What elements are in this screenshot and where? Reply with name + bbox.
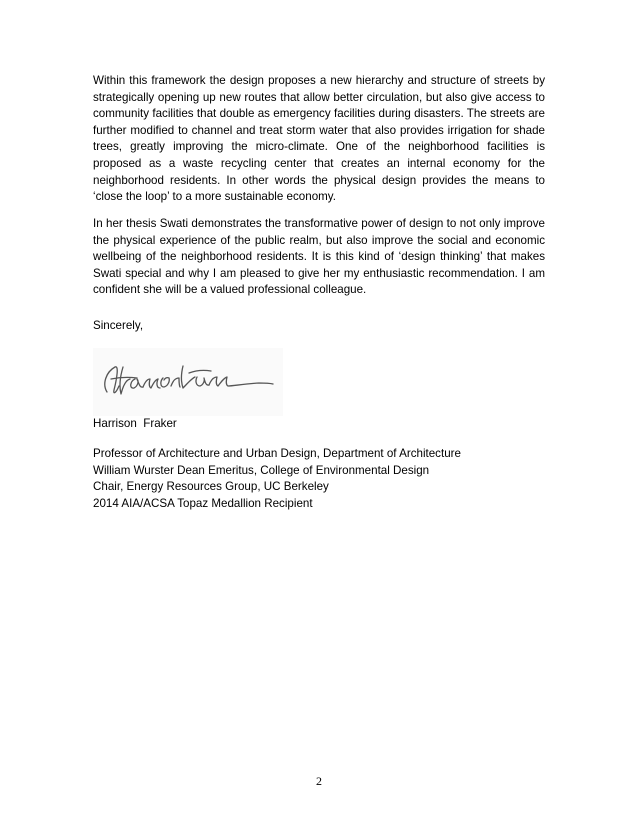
credential-line: 2014 AIA/ACSA Topaz Medallion Recipient xyxy=(93,496,313,510)
closing-salutation: Sincerely, xyxy=(93,319,144,332)
page-number: 2 xyxy=(316,774,322,788)
signer-name: Harrison Fraker xyxy=(93,417,177,430)
body-paragraph-2: In her thesis Swati demonstrates the transformative power of design to not only improve the physical experience of the public realm, but also improve the social and economic wellbeing of the neighborhood residents. It is this kind of ‘design thinking’ that makes Swati special and why I am pleased to give her my enthusiastic recommendation. I am confident she will be a valued professional colleague. xyxy=(93,217,545,297)
signature-icon xyxy=(93,348,283,416)
signer-credentials xyxy=(93,446,553,512)
handwritten-signature xyxy=(93,348,283,416)
credential-line: Professor of Architecture and Urban Design, Department of Architecture xyxy=(93,447,461,460)
credential-line: William Wurster Dean Emeritus, College of Environmental Design xyxy=(93,463,430,477)
body-paragraph-1: Within this framework the design proposes a new hierarchy and structure of streets by strategically opening up new routes that allow better circulation, but also give access to community facilities that double as emergency facilities during disasters. The streets are further modified to channel and treat storm water that also provides irrigation for shade trees, greatly improving the micro-climate. One of the neighborhood facilities is proposed as a waste recycling center that creates an internal economy for the neighborhood residents. In other words the physical design provides the means to ‘close the loop’ to a more sustainable economy. xyxy=(93,74,545,204)
credential-line: Chair, Energy Resources Group, UC Berkeley xyxy=(93,480,329,494)
